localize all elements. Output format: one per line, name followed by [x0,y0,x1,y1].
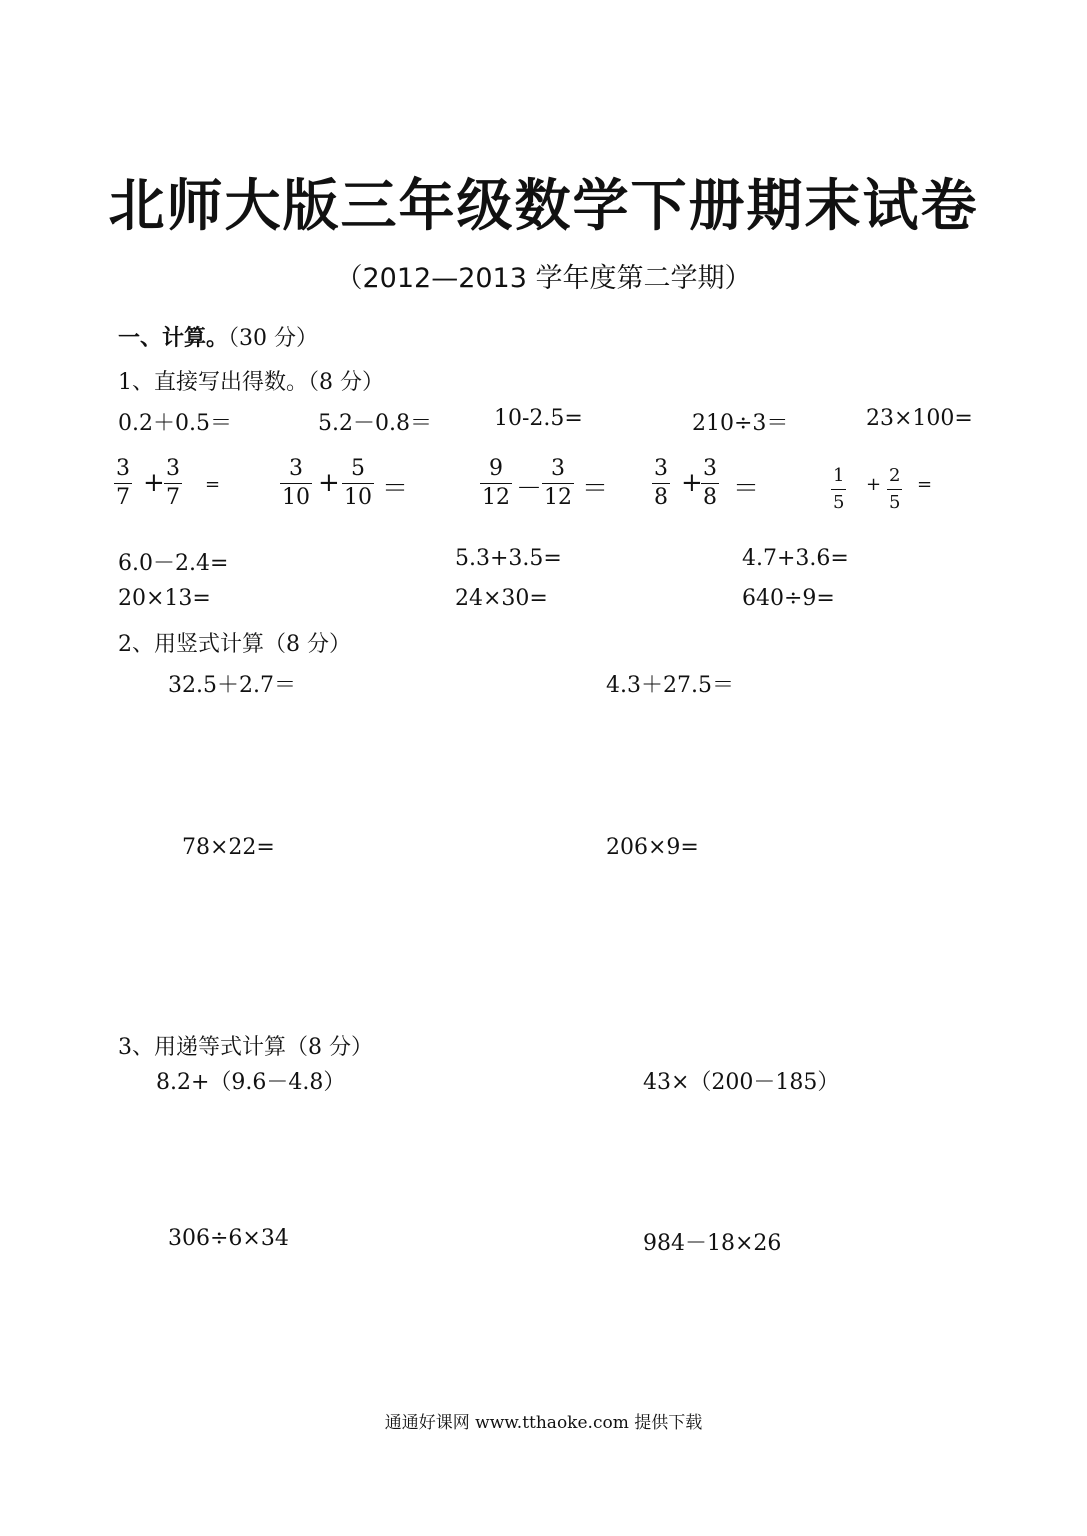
part-3-heading: 3、用递等式计算（8 分） [118,1035,373,1060]
section-1-points: （30 分） [228,326,319,351]
fraction: 3 10 [282,456,310,510]
problem: 984－18×26 [643,1231,782,1256]
fraction: 3 8 [703,456,717,510]
problem: 206×9= [606,835,699,860]
problem: 5.3+3.5= [455,546,562,571]
problem: 32.5＋2.7＝ [168,673,296,698]
page-footer: 通通好课网 www.tthaoke.com 提供下载 [384,1413,703,1433]
problem: 6.0－2.4= [118,551,229,576]
problem: 20×13= [118,586,211,611]
problem: 78×22= [182,835,275,860]
equals: ＝ [382,474,409,504]
problem: 4.7+3.6= [742,546,849,571]
equals: = [917,474,933,495]
problem: 640÷9= [742,586,835,611]
fraction: 3 7 [166,456,180,510]
operator: + [681,468,703,498]
equals: ＝ [733,474,760,504]
problem: 210÷3＝ [692,411,789,436]
operator: + [143,468,165,498]
problem: 43×（200－185） [643,1070,840,1095]
fraction: 3 8 [654,456,668,510]
equals: ＝ [582,474,609,504]
fraction: 5 10 [344,456,372,510]
operator: － [516,474,543,504]
part-1-heading: 1、直接写出得数。（8 分） [118,370,384,395]
fraction: 3 12 [544,456,572,510]
operator: + [318,468,340,498]
problem: 306÷6×34 [168,1226,289,1251]
problem: 10-2.5= [494,406,583,431]
problem: 5.2－0.8＝ [318,411,432,436]
page-subtitle: （2012—2013 学年度第二学期） [335,263,752,294]
problem: 23×100= [866,406,973,431]
fraction: 1 5 [833,465,845,513]
operator: + [866,474,882,495]
section-1-heading [118,321,318,352]
fraction: 3 7 [116,456,130,510]
fraction: 2 5 [889,465,901,513]
equals: = [205,474,221,495]
problem: 0.2＋0.5＝ [118,411,232,436]
problem: 8.2+（9.6－4.8） [156,1070,346,1095]
fraction: 9 12 [482,456,510,510]
problem: 4.3＋27.5＝ [606,673,734,698]
part-2-heading: 2、用竖式计算（8 分） [118,632,351,657]
problem: 24×30= [455,586,548,611]
page-title: 北师大版三年级数学下册期末试卷 [108,174,979,239]
section-1-title: 一、计算。 [118,326,229,351]
